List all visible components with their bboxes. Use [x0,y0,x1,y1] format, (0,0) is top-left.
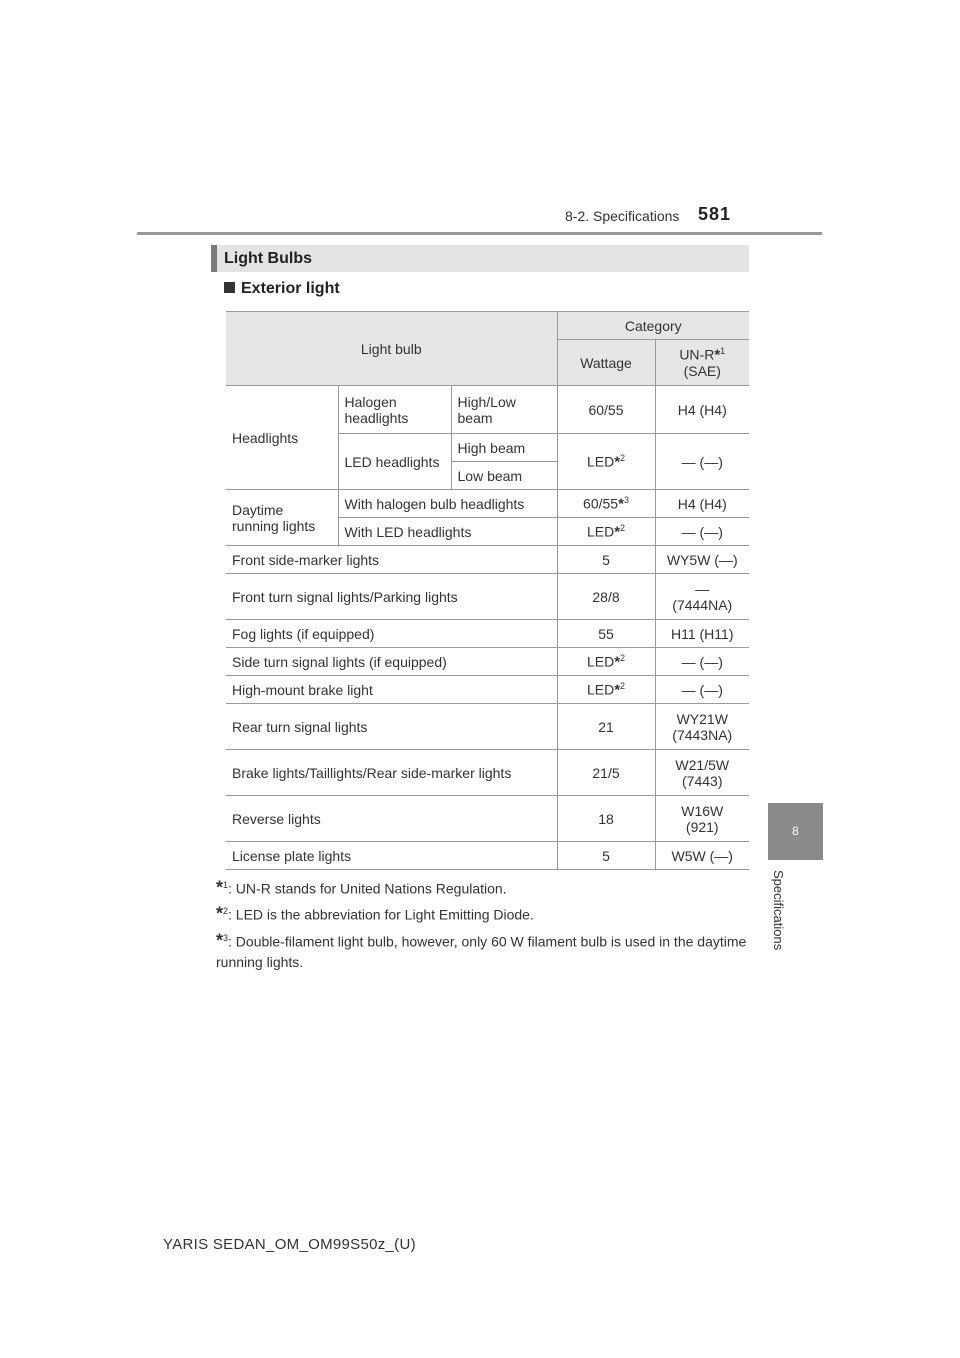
cell-drl-led-unr: — (—) [655,518,749,546]
cell-drl-led: With LED headlights [338,518,557,546]
unr-text-line2: (7443NA) [672,726,733,743]
cell-light-name: Brake lights/Taillights/Rear side-marker lights [226,750,557,796]
header-category: Category [557,312,749,340]
wattage-sup: 2 [620,652,626,663]
cell-halogen-headlights: Halogen headlights [338,386,451,434]
header-rule [137,232,822,235]
cell-unr [655,676,749,704]
header-wattage: Wattage [557,340,655,386]
asterisk-icon: * [614,653,621,671]
cell-light-name: High-mount brake light [226,676,557,704]
cell-halogen-unr: H4 (H4) [655,386,749,434]
table-row [226,704,749,750]
cell-light-name: Reverse lights [226,796,557,842]
cell-led-wattage [557,434,655,490]
cell-unr [655,704,749,750]
subheading-text: Exterior light [241,280,340,297]
cell-wattage [557,546,655,574]
wattage-text: 21 [598,718,614,735]
unr-text: W21/5W [675,756,730,773]
cell-low-beam: Low beam [451,462,557,490]
cell-high-low-beam: High/Low beam [451,386,557,434]
table-row [226,842,749,870]
asterisk-icon: * [714,346,721,364]
square-bullet-icon [224,282,235,293]
cell-wattage [557,620,655,648]
footnote-3 [216,928,756,972]
drl-led-wattage-text: LED [586,523,615,540]
cell-halogen-wattage: 60/55 [557,386,655,434]
footnote-text: : Double-filament light bulb, however, only 60 W filament bulb is used in the daytime running lights. [216,933,747,970]
subheading [224,280,340,298]
header-light-bulb: Light bulb [226,312,557,386]
drl-led-sup: 2 [620,522,626,533]
unr-text-line2: (7443) [682,772,723,789]
footer-doc-code: YARIS SEDAN_OM_OM99S50z_(U) [163,1236,416,1253]
header-unr-label: UN-R [679,346,715,363]
led-wattage-text: LED [586,453,615,470]
footnote-text: : UN-R stands for United Nations Regulation. [228,880,507,897]
cell-high-beam: High beam [451,434,557,462]
table-row [226,620,749,648]
cell-light-name: Side turn signal lights (if equipped) [226,648,557,676]
page-number: 581 [698,204,732,224]
header-unr-sup: 1 [720,345,726,356]
wattage-text: LED [586,681,615,698]
table-row [226,546,749,574]
cell-led-headlights: LED headlights [338,434,451,490]
unr-text: WY21W [676,710,728,727]
cell-light-name: Fog lights (if equipped) [226,620,557,648]
wattage-text: 21/5 [592,764,620,781]
cell-drl-halogen: With halogen bulb headlights [338,490,557,518]
table-row [226,796,749,842]
footnote-num: 3 [223,933,229,943]
cell-wattage [557,750,655,796]
cell-light-name: Rear turn signal lights [226,704,557,750]
cell-unr [655,620,749,648]
cell-light-name: Front turn signal lights/Parking lights [226,574,557,620]
wattage-text: 5 [602,847,610,864]
drl-halogen-sup: 3 [623,494,629,505]
cell-headlights: Headlights [226,386,338,490]
cell-drl-halogen-unr: H4 (H4) [655,490,749,518]
chapter-label [769,870,791,970]
asterisk-icon: * [614,523,621,541]
cell-unr [655,648,749,676]
wattage-text: 55 [598,625,614,642]
unr-text: — [695,580,710,597]
unr-text-line2: (921) [685,818,719,835]
cell-drl: Daytime running lights [226,490,338,546]
cell-light-name: License plate lights [226,842,557,870]
asterisk-icon: * [216,877,224,898]
cell-light-name: Front side-marker lights [226,546,557,574]
table-row [226,574,749,620]
wattage-text: 28/8 [592,588,620,605]
wattage-sup: 2 [620,680,626,691]
asterisk-icon: * [614,453,621,471]
cell-wattage [557,796,655,842]
cell-drl-led-wattage [557,518,655,546]
cell-wattage [557,574,655,620]
cell-wattage [557,842,655,870]
cell-unr [655,574,749,620]
led-wattage-sup: 2 [620,452,626,463]
table-row [226,648,749,676]
asterisk-icon: * [216,903,224,924]
cell-unr [655,842,749,870]
unr-text: — (—) [681,681,723,698]
header-sae: (SAE) [683,363,721,380]
asterisk-icon: * [216,930,224,951]
chapter-tab[interactable]: 8 [768,803,823,860]
table-row [226,676,749,704]
wattage-text: 18 [598,810,614,827]
section-header: 8-2. Specifications [565,208,680,224]
unr-text: — (—) [681,653,723,670]
chapter-label-text: Specifications [771,870,786,951]
footnote-2 [216,901,756,925]
wattage-text: 5 [602,551,610,568]
cell-unr [655,796,749,842]
header-unr [655,340,749,386]
footnote-1 [216,875,756,899]
cell-unr [655,750,749,796]
table-row [226,750,749,796]
cell-drl-halogen-wattage [557,490,655,518]
cell-led-unr: — (—) [655,434,749,490]
drl-halogen-wattage-text: 60/55 [583,495,619,512]
unr-text: H11 (H11) [670,625,734,642]
wattage-text: LED [586,653,615,670]
footnote-text: : LED is the abbreviation for Light Emitting Diode. [228,906,534,923]
unr-text: WY5W (—) [666,551,738,568]
unr-text: W16W [681,802,724,819]
cell-wattage [557,676,655,704]
footnote-num: 2 [223,906,229,916]
section-title: Light Bulbs [211,245,749,272]
cell-unr [655,546,749,574]
asterisk-icon: * [618,495,624,513]
footnote-num: 1 [223,880,229,890]
asterisk-icon: * [614,681,621,699]
unr-text-line2: (7444NA) [672,596,733,613]
cell-wattage [557,704,655,750]
cell-wattage [557,648,655,676]
unr-text: W5W (—) [671,847,733,864]
light-bulb-table [226,311,749,870]
